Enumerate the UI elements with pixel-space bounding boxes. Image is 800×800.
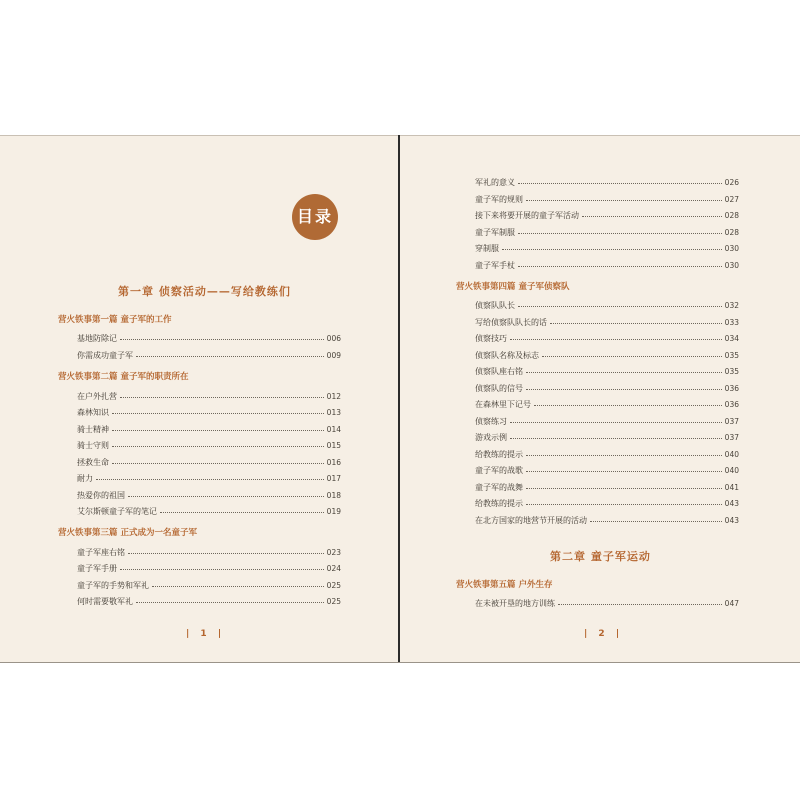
toc-entry[interactable]: 何时需要敬军礼 025 — [77, 596, 341, 606]
right-page — [400, 135, 800, 663]
section-4-title: 营火铁事第四篇 童子军侦察队 — [456, 282, 570, 292]
toc-entry[interactable]: 童子军制服 028 — [475, 227, 739, 237]
toc-entry[interactable]: 童子军的手势和军礼 025 — [77, 580, 341, 590]
toc-entry[interactable]: 耐力 017 — [77, 473, 341, 483]
toc-entry[interactable]: 侦察队名称及标志 035 — [475, 350, 739, 360]
section-5-title: 营火铁事第五篇 户外生存 — [456, 580, 553, 590]
chapter-one-heading: 第一章 侦察活动——写给教练们 — [118, 285, 291, 298]
toc-entry[interactable]: 童子军座右铭 023 — [77, 547, 341, 557]
toc-entry[interactable]: 给教练的提示 040 — [475, 449, 739, 459]
toc-entry[interactable]: 童子军的规则 027 — [475, 194, 739, 204]
toc-entry[interactable]: 在北方国家的地营节开展的活动 043 — [475, 515, 739, 525]
toc-entry[interactable]: 给教练的提示 043 — [475, 498, 739, 508]
toc-entry[interactable]: 拯救生命 016 — [77, 457, 341, 467]
toc-entry[interactable]: 游戏示例 037 — [475, 432, 739, 442]
section-1-title: 营火铁事第一篇 童子军的工作 — [58, 315, 172, 325]
toc-entry[interactable]: 童子军的战歌 040 — [475, 465, 739, 475]
toc-entry[interactable]: 侦察练习 037 — [475, 416, 739, 426]
chapter-two-heading: 第二章 童子军运动 — [550, 550, 651, 563]
toc-entry[interactable]: 在森林里下记号 036 — [475, 399, 739, 409]
page-number-2: | 2 | — [584, 629, 624, 639]
toc-entry[interactable]: 骑士精神 014 — [77, 424, 341, 434]
toc-entry[interactable]: 在未被开垦的地方训练 047 — [475, 598, 739, 608]
toc-entry[interactable]: 军礼的意义 026 — [475, 177, 739, 187]
toc-entry[interactable]: 侦察队的信号 036 — [475, 383, 739, 393]
toc-entry[interactable]: 骑士守则 015 — [77, 440, 341, 450]
toc-entry[interactable]: 侦察队座右铭 035 — [475, 366, 739, 376]
toc-entry[interactable]: 童子军手杖 030 — [475, 260, 739, 270]
toc-badge: 目录 — [292, 194, 338, 240]
left-page — [0, 135, 398, 663]
toc-entry[interactable]: 童子军手册 024 — [77, 563, 341, 573]
toc-entry[interactable]: 接下来将要开展的童子军活动 028 — [475, 210, 739, 220]
toc-entry[interactable]: 森林知识 013 — [77, 407, 341, 417]
section-2-title: 营火铁事第二篇 童子军的职责所在 — [58, 372, 189, 382]
toc-entry[interactable]: 在户外扎营 012 — [77, 391, 341, 401]
toc-entry[interactable]: 穿制服 030 — [475, 243, 739, 253]
toc-entry[interactable]: 基地防除记 006 — [77, 333, 341, 343]
toc-entry[interactable]: 侦察队队长 032 — [475, 300, 739, 310]
bottom-edge — [0, 662, 800, 663]
page-number-1: | 1 | — [186, 629, 226, 639]
book-spread — [0, 135, 800, 663]
toc-entry[interactable]: 艾尔斯顿童子军的笔记 019 — [77, 506, 341, 516]
toc-entry[interactable]: 你需成功童子军 009 — [77, 350, 341, 360]
toc-entry[interactable]: 侦察技巧 034 — [475, 333, 739, 343]
toc-entry[interactable]: 童子军的战舞 041 — [475, 482, 739, 492]
toc-entry[interactable]: 热爱你的祖国 018 — [77, 490, 341, 500]
toc-entry[interactable]: 写给侦察队队长的话 033 — [475, 317, 739, 327]
section-3-title: 营火铁事第三篇 正式成为一名童子军 — [58, 528, 197, 538]
